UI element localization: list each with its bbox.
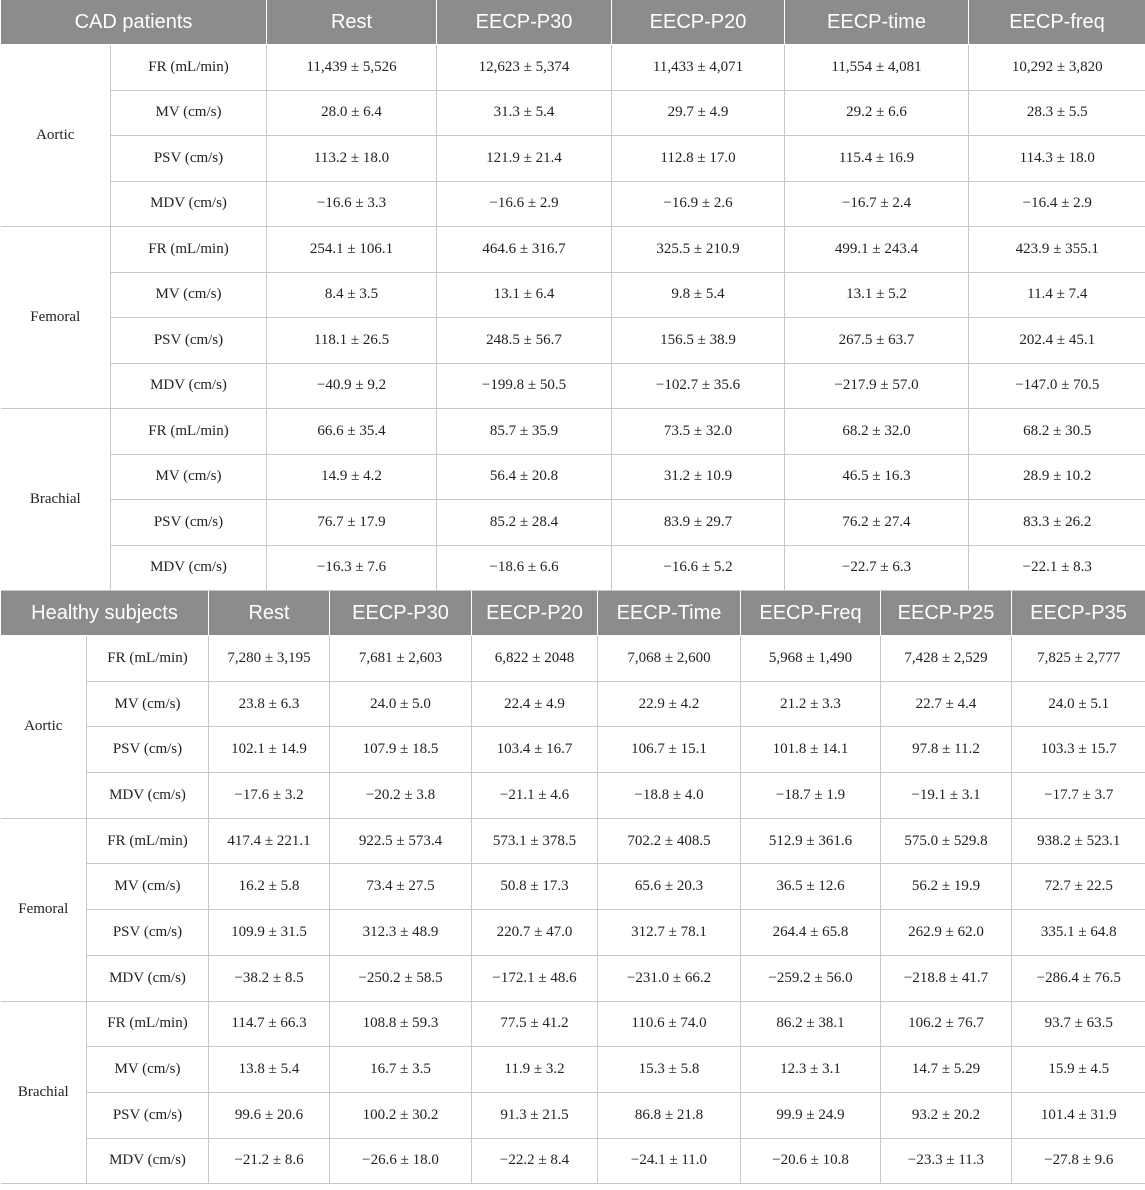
table-row [1,681,1145,727]
cad-header-row [1,0,1145,45]
value-cell: −24.1 ± 11.0 [598,1138,741,1184]
value-cell: 6,822 ± 2048 [472,636,598,682]
value-cell: −16.9 ± 2.6 [612,181,785,227]
table-row [1,727,1145,773]
table-row [1,272,1145,318]
value-cell: 113.2 ± 18.0 [267,136,437,182]
value-cell: 7,428 ± 2,529 [881,636,1012,682]
table-row [1,545,1145,591]
value-cell: 85.2 ± 28.4 [437,500,612,546]
table-row [1,1047,1145,1093]
table-row [1,1092,1145,1138]
metric-label: PSV (cm/s) [111,500,267,546]
value-cell: −16.7 ± 2.4 [785,181,969,227]
value-cell: −22.2 ± 8.4 [472,1138,598,1184]
value-cell: 11.4 ± 7.4 [969,272,1145,318]
value-cell: −22.1 ± 8.3 [969,545,1145,591]
value-cell: −259.2 ± 56.0 [741,955,881,1001]
column-header: EECP-Time [598,591,741,636]
value-cell: −21.1 ± 4.6 [472,773,598,819]
table-row [1,318,1145,364]
value-cell: 115.4 ± 16.9 [785,136,969,182]
value-cell: 573.1 ± 378.5 [472,818,598,864]
metric-label: FR (mL/min) [87,818,209,864]
metric-label: FR (mL/min) [87,636,209,682]
table-row [1,773,1145,819]
value-cell: 86.2 ± 38.1 [741,1001,881,1047]
value-cell: 101.8 ± 14.1 [741,727,881,773]
value-cell: 108.8 ± 59.3 [330,1001,472,1047]
value-cell: 77.5 ± 41.2 [472,1001,598,1047]
value-cell: 106.7 ± 15.1 [598,727,741,773]
value-cell: 101.4 ± 31.9 [1012,1092,1145,1138]
metric-label: FR (mL/min) [111,45,267,91]
value-cell: 114.3 ± 18.0 [969,136,1145,182]
value-cell: 16.7 ± 3.5 [330,1047,472,1093]
metric-label: PSV (cm/s) [111,136,267,182]
column-header: EECP-P30 [437,0,612,45]
value-cell: 110.6 ± 74.0 [598,1001,741,1047]
value-cell: 21.2 ± 3.3 [741,681,881,727]
column-header: EECP-time [785,0,969,45]
value-cell: 575.0 ± 529.8 [881,818,1012,864]
value-cell: −19.1 ± 3.1 [881,773,1012,819]
value-cell: 15.9 ± 4.5 [1012,1047,1145,1093]
value-cell: 112.8 ± 17.0 [612,136,785,182]
value-cell: −26.6 ± 18.0 [330,1138,472,1184]
table-title-header: CAD patients [1,0,267,45]
value-cell: 11,433 ± 4,071 [612,45,785,91]
value-cell: 8.4 ± 3.5 [267,272,437,318]
artery-group-label: Femoral [1,227,111,409]
table-row [1,864,1145,910]
metric-label: PSV (cm/s) [87,727,209,773]
artery-group-label: Brachial [1,409,111,591]
value-cell: 202.4 ± 45.1 [969,318,1145,364]
value-cell: −17.6 ± 3.2 [209,773,330,819]
value-cell: 24.0 ± 5.1 [1012,681,1145,727]
value-cell: 107.9 ± 18.5 [330,727,472,773]
metric-label: MDV (cm/s) [87,1138,209,1184]
table-row [1,1138,1145,1184]
metric-label: MV (cm/s) [87,681,209,727]
metric-label: MDV (cm/s) [111,545,267,591]
value-cell: 102.1 ± 14.9 [209,727,330,773]
value-cell: 11,554 ± 4,081 [785,45,969,91]
value-cell: 312.3 ± 48.9 [330,910,472,956]
value-cell: 512.9 ± 361.6 [741,818,881,864]
value-cell: 13.1 ± 5.2 [785,272,969,318]
metric-label: PSV (cm/s) [87,910,209,956]
value-cell: 14.9 ± 4.2 [267,454,437,500]
value-cell: 22.4 ± 4.9 [472,681,598,727]
column-header: EECP-P25 [881,591,1012,636]
artery-group-label: Aortic [1,636,87,819]
column-header: Rest [267,0,437,45]
value-cell: −18.6 ± 6.6 [437,545,612,591]
value-cell: −172.1 ± 48.6 [472,955,598,1001]
value-cell: 938.2 ± 523.1 [1012,818,1145,864]
cad-table-body [1,45,1145,591]
value-cell: −102.7 ± 35.6 [612,363,785,409]
value-cell: −18.7 ± 1.9 [741,773,881,819]
value-cell: 464.6 ± 316.7 [437,227,612,273]
column-header: EECP-Freq [741,591,881,636]
value-cell: 29.7 ± 4.9 [612,90,785,136]
artery-group-label: Aortic [1,45,111,227]
value-cell: 248.5 ± 56.7 [437,318,612,364]
metric-label: FR (mL/min) [111,409,267,455]
value-cell: 13.8 ± 5.4 [209,1047,330,1093]
healthy-header-row [1,591,1145,636]
value-cell: −16.6 ± 3.3 [267,181,437,227]
value-cell: 7,825 ± 2,777 [1012,636,1145,682]
artery-group-label: Brachial [1,1001,87,1184]
value-cell: −20.6 ± 10.8 [741,1138,881,1184]
table-row [1,136,1145,182]
metric-label: FR (mL/min) [111,227,267,273]
value-cell: −16.4 ± 2.9 [969,181,1145,227]
value-cell: 702.2 ± 408.5 [598,818,741,864]
column-header: EECP-P20 [472,591,598,636]
metric-label: PSV (cm/s) [111,318,267,364]
cad-patients-table [0,0,1145,591]
value-cell: 12,623 ± 5,374 [437,45,612,91]
column-header: Rest [209,591,330,636]
metric-label: MV (cm/s) [87,864,209,910]
value-cell: 499.1 ± 243.4 [785,227,969,273]
value-cell: −23.3 ± 11.3 [881,1138,1012,1184]
table-row [1,181,1145,227]
value-cell: −38.2 ± 8.5 [209,955,330,1001]
value-cell: −22.7 ± 6.3 [785,545,969,591]
metric-label: MV (cm/s) [111,90,267,136]
value-cell: 97.8 ± 11.2 [881,727,1012,773]
value-cell: 22.9 ± 4.2 [598,681,741,727]
value-cell: 73.4 ± 27.5 [330,864,472,910]
value-cell: 66.6 ± 35.4 [267,409,437,455]
table-row [1,636,1145,682]
value-cell: 22.7 ± 4.4 [881,681,1012,727]
value-cell: 11,439 ± 5,526 [267,45,437,91]
table-row [1,454,1145,500]
column-header: EECP-P20 [612,0,785,45]
table-row [1,500,1145,546]
value-cell: −16.6 ± 2.9 [437,181,612,227]
metric-label: FR (mL/min) [87,1001,209,1047]
value-cell: 99.6 ± 20.6 [209,1092,330,1138]
value-cell: 91.3 ± 21.5 [472,1092,598,1138]
value-cell: 28.0 ± 6.4 [267,90,437,136]
value-cell: −147.0 ± 70.5 [969,363,1145,409]
value-cell: 93.7 ± 63.5 [1012,1001,1145,1047]
value-cell: 56.2 ± 19.9 [881,864,1012,910]
metric-label: MV (cm/s) [111,272,267,318]
value-cell: 7,068 ± 2,600 [598,636,741,682]
value-cell: 13.1 ± 6.4 [437,272,612,318]
table-row [1,363,1145,409]
value-cell: −40.9 ± 9.2 [267,363,437,409]
value-cell: −16.6 ± 5.2 [612,545,785,591]
metric-label: MDV (cm/s) [87,955,209,1001]
value-cell: 267.5 ± 63.7 [785,318,969,364]
healthy-table-body [1,636,1145,1184]
table-row [1,45,1145,91]
metric-label: PSV (cm/s) [87,1092,209,1138]
value-cell: 335.1 ± 64.8 [1012,910,1145,956]
column-header: EECP-freq [969,0,1145,45]
value-cell: 46.5 ± 16.3 [785,454,969,500]
value-cell: −199.8 ± 50.5 [437,363,612,409]
value-cell: 11.9 ± 3.2 [472,1047,598,1093]
value-cell: 99.9 ± 24.9 [741,1092,881,1138]
value-cell: 31.2 ± 10.9 [612,454,785,500]
value-cell: 50.8 ± 17.3 [472,864,598,910]
value-cell: −218.8 ± 41.7 [881,955,1012,1001]
metric-label: MDV (cm/s) [111,181,267,227]
value-cell: 36.5 ± 12.6 [741,864,881,910]
value-cell: 83.3 ± 26.2 [969,500,1145,546]
table-row [1,818,1145,864]
healthy-subjects-table [0,591,1145,1184]
table-row [1,227,1145,273]
value-cell: 72.7 ± 22.5 [1012,864,1145,910]
value-cell: 417.4 ± 221.1 [209,818,330,864]
table-row [1,90,1145,136]
value-cell: 68.2 ± 30.5 [969,409,1145,455]
value-cell: 103.3 ± 15.7 [1012,727,1145,773]
value-cell: 106.2 ± 76.7 [881,1001,1012,1047]
value-cell: 423.9 ± 355.1 [969,227,1145,273]
value-cell: 7,280 ± 3,195 [209,636,330,682]
value-cell: −17.7 ± 3.7 [1012,773,1145,819]
value-cell: 109.9 ± 31.5 [209,910,330,956]
column-header: EECP-P35 [1012,591,1145,636]
value-cell: 325.5 ± 210.9 [612,227,785,273]
value-cell: −286.4 ± 76.5 [1012,955,1145,1001]
value-cell: 254.1 ± 106.1 [267,227,437,273]
value-cell: −16.3 ± 7.6 [267,545,437,591]
value-cell: −18.8 ± 4.0 [598,773,741,819]
value-cell: 93.2 ± 20.2 [881,1092,1012,1138]
value-cell: 100.2 ± 30.2 [330,1092,472,1138]
value-cell: 76.2 ± 27.4 [785,500,969,546]
value-cell: 103.4 ± 16.7 [472,727,598,773]
value-cell: −217.9 ± 57.0 [785,363,969,409]
metric-label: MV (cm/s) [87,1047,209,1093]
value-cell: 85.7 ± 35.9 [437,409,612,455]
table-title-header: Healthy subjects [1,591,209,636]
table-row [1,1001,1145,1047]
value-cell: 29.2 ± 6.6 [785,90,969,136]
metric-label: MDV (cm/s) [111,363,267,409]
value-cell: 9.8 ± 5.4 [612,272,785,318]
value-cell: −250.2 ± 58.5 [330,955,472,1001]
value-cell: 23.8 ± 6.3 [209,681,330,727]
value-cell: 7,681 ± 2,603 [330,636,472,682]
value-cell: 262.9 ± 62.0 [881,910,1012,956]
value-cell: 86.8 ± 21.8 [598,1092,741,1138]
value-cell: 312.7 ± 78.1 [598,910,741,956]
value-cell: 118.1 ± 26.5 [267,318,437,364]
value-cell: 114.7 ± 66.3 [209,1001,330,1047]
value-cell: 28.3 ± 5.5 [969,90,1145,136]
value-cell: −20.2 ± 3.8 [330,773,472,819]
value-cell: 922.5 ± 573.4 [330,818,472,864]
value-cell: 56.4 ± 20.8 [437,454,612,500]
table-row [1,409,1145,455]
value-cell: 15.3 ± 5.8 [598,1047,741,1093]
value-cell: 83.9 ± 29.7 [612,500,785,546]
value-cell: 121.9 ± 21.4 [437,136,612,182]
value-cell: 65.6 ± 20.3 [598,864,741,910]
value-cell: 264.4 ± 65.8 [741,910,881,956]
value-cell: 220.7 ± 47.0 [472,910,598,956]
table-row [1,955,1145,1001]
value-cell: 156.5 ± 38.9 [612,318,785,364]
metric-label: MDV (cm/s) [87,773,209,819]
value-cell: 76.7 ± 17.9 [267,500,437,546]
value-cell: 28.9 ± 10.2 [969,454,1145,500]
value-cell: 5,968 ± 1,490 [741,636,881,682]
value-cell: 10,292 ± 3,820 [969,45,1145,91]
value-cell: 24.0 ± 5.0 [330,681,472,727]
value-cell: 12.3 ± 3.1 [741,1047,881,1093]
value-cell: 31.3 ± 5.4 [437,90,612,136]
metric-label: MV (cm/s) [111,454,267,500]
value-cell: −27.8 ± 9.6 [1012,1138,1145,1184]
column-header: EECP-P30 [330,591,472,636]
value-cell: −231.0 ± 66.2 [598,955,741,1001]
value-cell: 73.5 ± 32.0 [612,409,785,455]
value-cell: −21.2 ± 8.6 [209,1138,330,1184]
value-cell: 16.2 ± 5.8 [209,864,330,910]
value-cell: 14.7 ± 5.29 [881,1047,1012,1093]
artery-group-label: Femoral [1,818,87,1001]
value-cell: 68.2 ± 32.0 [785,409,969,455]
table-row [1,910,1145,956]
